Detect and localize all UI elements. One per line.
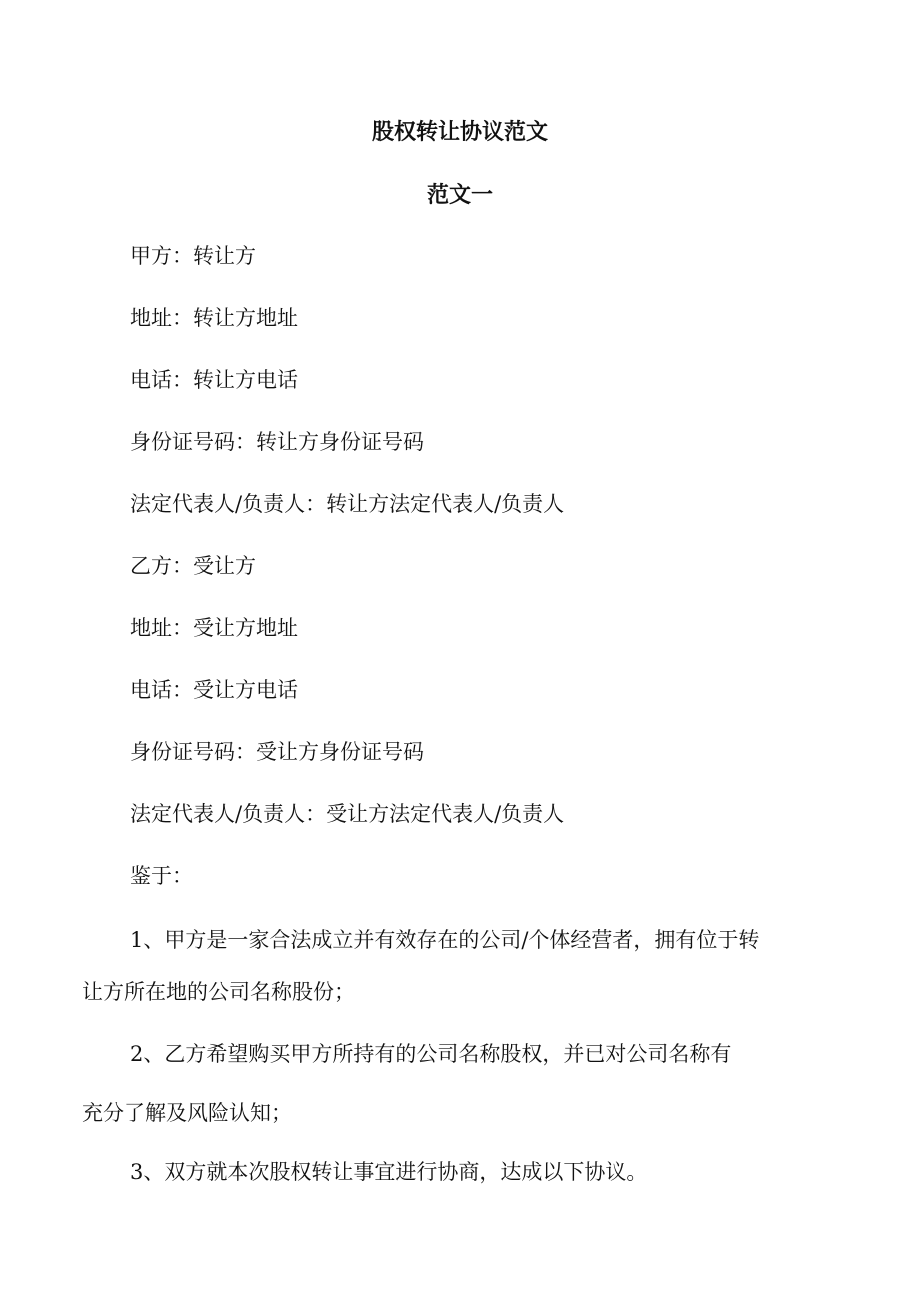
clause-2-line-1: 2、乙方希望购买甲方所持有的公司名称股权，并已对公司名称有 (130, 1042, 732, 1066)
party-a-legal-rep: 法定代表人/负责人：转让方法定代表人/负责人 (130, 492, 565, 516)
party-b-phone: 电话：受让方电话 (130, 678, 298, 702)
document-subtitle: 范文一 (426, 182, 493, 208)
document-title: 股权转让协议范文 (371, 119, 548, 145)
clause-3-line-1: 3、双方就本次股权转让事宜进行协商，达成以下协议。 (130, 1160, 648, 1184)
party-b-legal-rep: 法定代表人/负责人：受让方法定代表人/负责人 (130, 802, 565, 826)
clause-2-line-2: 充分了解及风险认知； (82, 1101, 292, 1125)
party-a-id-number: 身份证号码：转让方身份证号码 (130, 430, 424, 454)
party-b-id-number: 身份证号码：受让方身份证号码 (130, 740, 424, 764)
whereas-heading: 鉴于： (130, 864, 193, 888)
party-b-address: 地址：受让方地址 (130, 616, 298, 640)
clause-1-line-1: 1、甲方是一家合法成立并有效存在的公司/个体经营者，拥有位于转 (130, 928, 760, 952)
party-a-line: 甲方：转让方 (130, 244, 256, 268)
party-a-phone: 电话：转让方电话 (130, 368, 298, 392)
party-a-address: 地址：转让方地址 (130, 306, 298, 330)
party-b-line: 乙方：受让方 (130, 554, 256, 578)
clause-1-line-2: 让方所在地的公司名称股份； (82, 980, 355, 1004)
